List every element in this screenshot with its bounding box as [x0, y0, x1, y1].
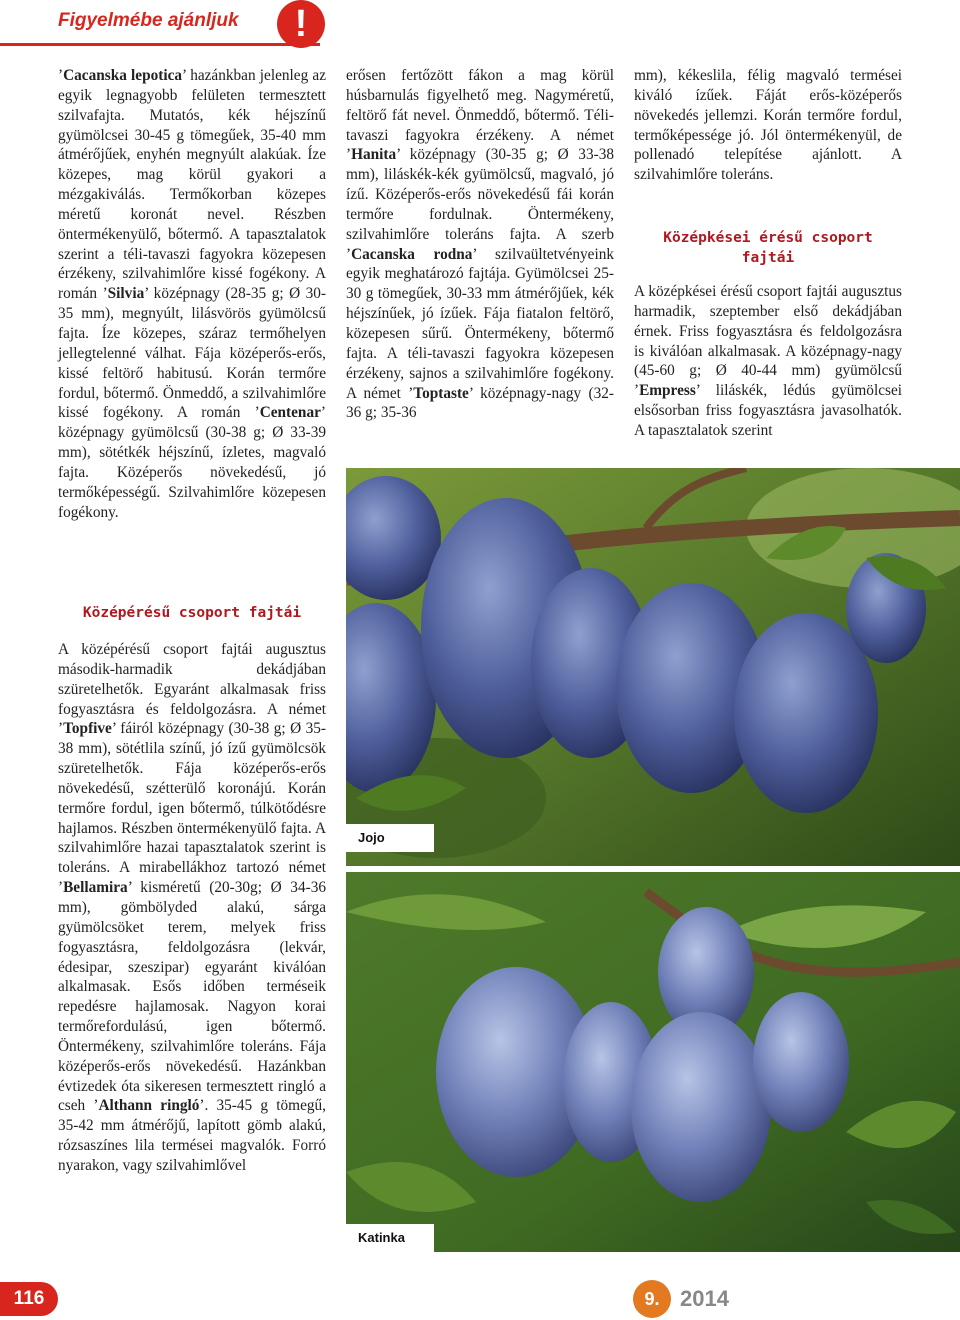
- header-rule: [0, 43, 320, 46]
- photo-plums-jojo: [346, 468, 960, 866]
- paragraph: A középérésű csoport fajtái augusztus második-harmadik dekádjában szüretelhetők. Egyaránt alkalmasak friss fogyasztásra és feldolgozásra. A német ’Topfive’ fáiról középnagy (30-38 g; Ø 35-38 mm), sötétlila színű, jó ízű gyümölcsök szüretelhetők. Fája középerős-erős növekedésű, szétterülő koronájú. Korán termőre fordul, igen bőtermő, túlkötődésre hajlamos. Részben öntermékenyülő fajta. A szilvahimlőre hazai tapasztalatok szerint is toleráns. A mirabellákhoz tartozó német ’Bellamira’ kisméretű (20-30g; Ø 34-36 mm), gömbölyded alakú, sárga gyümölcsöket terem, melyek friss fogyasztásra, feldolgozásra (lekvár, édesipar, szeszipar) egyaránt kiválóan alkalmasak. Esős időben terméseik repedésre hajlamosak. Nagyon korai termőrefordulású, igen bőtermő. Öntermékeny, szilvahimlőre toleráns. Fája középerős-erős növekedésű. Hazánkban évtizedek óta sikeresen termesztett ringló a cseh ’Althann ringló’. 35-45 g tömegű, 35-42 mm átmérőjű, lapított gömb alakú, rózsaszínes lila termései magvalók. Forró nyarakon, vagy szilvahimlővel: [58, 641, 326, 1174]
- paragraph: A középkései érésű csoport fajtái augusztus harmadik, szeptember első dekádjában érnek. Friss fogyasztásra és feldolgozásra is kiválóan alkalmasak. A középnagy-nagy (45-60 g; Ø 40-44 mm) gyümölcsű ’Empress’ liláskék, lédús gyümölcsei elsősorban friss fogyasztásra javasolhatók. A tapasztalatok szerint: [634, 283, 902, 439]
- variety-name: Centenar: [259, 404, 321, 422]
- paragraph: mm), kékeslila, félig magvaló termései kiváló ízűek. Fáját erős-középerős növekedés jellemzi. Korán termőre fordul, termőképessége jó. Jól öntermékenyül, de pollenadó telepítése ajánlott. A szilvahimlőre toleráns.: [634, 67, 902, 184]
- variety-name: Cacanska lepotica: [63, 67, 183, 84]
- column-3: [634, 66, 902, 185]
- paragraph: ’Cacanska lepotica’ hazánkban jelenleg az egyik legnagyobb felületen termesztett szilvafajta. Mutatós, kék héjszínű gyümölcsei 30-45 g tömegűek, 35-40 mm átmérőjűek, enyhén megnyúlt alakúak. Íze közepes, mag körül gyakori a mézgakiválás. Termőkorban közepes méretű koronát nevel. Részben öntermékenyülő, bőtermő. A tapasztalatok szerint a téli-tavaszi fagyokra közepesen érzékeny, szilvahimlőre kissé fogékony. A román ’Silvia’ középnagy (28-35 g; Ø 30-35 mm), megnyúlt, lilásvörös gyümölcsű fajta. Íze közepes, száraz termőhelyen jellegtelenné válhat. Fája középerős-erős, kissé feltörő habitusú. Korán termőre fordul, bőtermő. Önmeddő, a szilvahimlőre kissé fogékony. A román ’Centenar’ középnagy gyümölcsű (30-38 g; Ø 33-39 mm), sötétkék héjszínű, ízletes, magvaló fajta. Középerős növekedésű, jó termőképességű. Szilvahimlőre közepesen fogékony.: [58, 67, 326, 521]
- variety-name: Althann ringló: [98, 1097, 200, 1115]
- variety-name: Silvia: [107, 285, 145, 303]
- page-number: 116: [0, 1282, 58, 1316]
- section-title: Figyelmébe ajánljuk: [58, 10, 239, 31]
- photo-plums-katinka: [346, 872, 960, 1252]
- variety-name: Bellamira: [63, 879, 128, 897]
- issue-year: 2014: [680, 1286, 729, 1311]
- exclamation-icon: !: [277, 0, 325, 48]
- column-2: [346, 66, 614, 423]
- subheading-mid-late-season: Középkései érésű csoport fajtái: [663, 230, 873, 266]
- subheading-mid-season: Középérésű csoport fajtái: [82, 605, 302, 621]
- paragraph: erősen fertőzött fákon a mag körül húsbarnulás figyelhető meg. Nagyméretű, feltörő fát nevel. Önmeddő, bőtermő. Téli-tavaszi fagyokra érzékeny. A német ’Hanita’ középnagy (30-35 g; Ø 33-38 mm), liláskék-kék gyümölcsű, magvaló, jó ízű. Középerős-erős növekedésű fái korán termőre fordulnak. Öntermékeny, szilvahimlőre toleráns fajta. A szerb ’Cacanska rodna’ szilvaültetvényeink egyik meghatározó fajtája. Gyümölcsei 25-30 g tömegűek, 30-33 mm átmérőjűek, kék héjszínűek, jó ízűek. Fája fiatalon feltörő, közepesen sűrű. Öntermékeny, bőtermő fajta. A téli-tavaszi fagyokra közepesen érzékeny, sajnos a szilvahimlőre fogékony. A német ’Toptaste’ középnagy-nagy (32-36 g; 35-36: [346, 67, 614, 422]
- column-1-top: [58, 66, 326, 522]
- photo-caption: Katinka: [346, 1224, 434, 1252]
- variety-name: Empress: [639, 382, 696, 400]
- column-1-bottom: [58, 640, 326, 1176]
- column-3-lower: [634, 282, 902, 441]
- variety-name: Topfive: [63, 720, 112, 738]
- photo-caption: Jojo: [346, 824, 434, 852]
- variety-name: Cacanska rodna: [351, 245, 473, 263]
- variety-name: Toptaste: [413, 384, 469, 402]
- variety-name: Hanita: [351, 146, 397, 164]
- issue-number: 9.: [633, 1280, 671, 1318]
